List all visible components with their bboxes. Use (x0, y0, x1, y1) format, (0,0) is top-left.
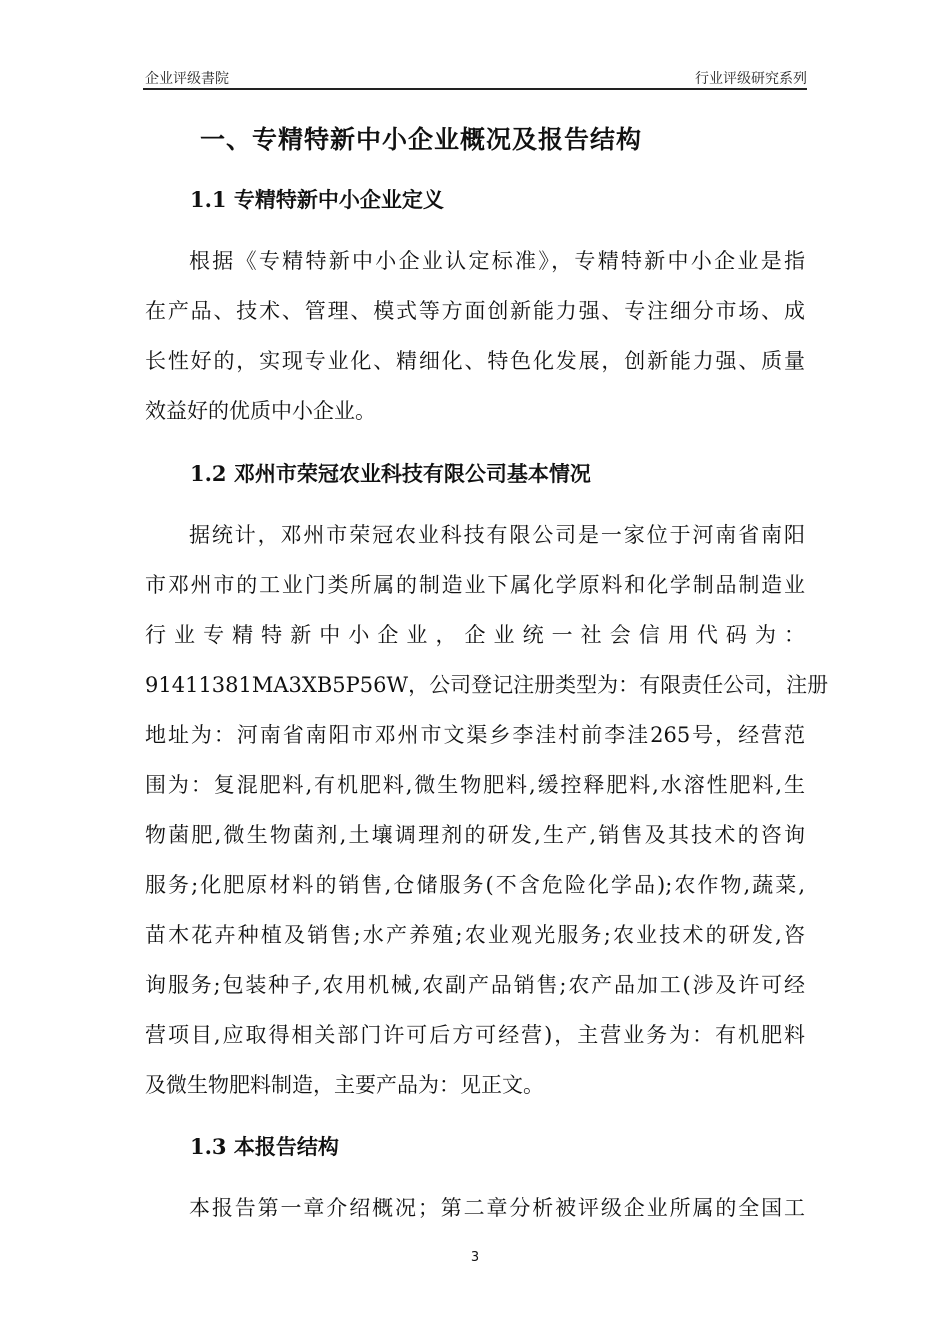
text-line: 在产品、技术、管理、模式等方面创新能力强、专注细分市场、成 (145, 299, 805, 323)
text-line: 长性好的，实现专业化、精细化、特色化发展，创新能力强、质量 (145, 349, 805, 373)
header-left: 企业评级書院 (145, 71, 229, 87)
text-line: 据统计，邓州市荣冠农业科技有限公司是一家位于河南省南阳 (189, 523, 805, 547)
section-heading-1-1: 1.1 专精特新中小企业定义 (190, 187, 444, 212)
text-line: 围为：复混肥料,有机肥料,微生物肥料,缓控释肥料,水溶性肥料,生 (145, 773, 805, 797)
text-line: 营项目,应取得相关部门许可后方可经营)，主营业务为：有机肥料 (145, 1023, 805, 1047)
text-line: 苗木花卉种植及销售;水产养殖;农业观光服务;农业技术的研发,咨 (145, 923, 805, 947)
text-line: 物菌肥,微生物菌剂,土壤调理剂的研发,生产,销售及其技术的咨询 (145, 823, 805, 847)
text-line: 91411381MA3XB5P56W，公司登记注册类型为：有限责任公司，注册 (145, 673, 829, 697)
section-1-1-paragraph (145, 236, 805, 436)
chapter-title: 一、专精特新中小企业概况及报告结构 (200, 125, 643, 154)
section-heading-1-3: 1.3 本报告结构 (190, 1134, 339, 1159)
text-line: 根据《专精特新中小企业认定标准》，专精特新中小企业是指 (189, 249, 805, 273)
text-line: 及微生物肥料制造，主要产品为：见正文。 (145, 1073, 544, 1097)
text-line: 本报告第一章介绍概况；第二章分析被评级企业所属的全国工 (189, 1196, 805, 1220)
section-1-3-paragraph (145, 1183, 805, 1233)
text-line: 市邓州市的工业门类所属的制造业下属化学原料和化学制品制造业 (145, 573, 805, 597)
page-number: 3 (470, 1250, 480, 1265)
text-line: 效益好的优质中小企业。 (145, 399, 376, 423)
header-rule (143, 88, 807, 90)
text-line: 行业专精特新中小企业，企业统一社会信用代码为： (145, 623, 805, 647)
text-line: 询服务;包装种子,农用机械,农副产品销售;农产品加工(涉及许可经 (145, 973, 805, 997)
text-line: 地址为：河南省南阳市邓州市文渠乡李洼村前李洼265号，经营范 (145, 723, 805, 747)
section-heading-1-2: 1.2 邓州市荣冠农业科技有限公司基本情况 (190, 461, 591, 486)
header-right: 行业评级研究系列 (695, 71, 807, 87)
text-line: 服务;化肥原材料的销售,仓储服务(不含危险化学品);农作物,蔬菜, (145, 873, 805, 897)
section-1-2-paragraph (145, 510, 829, 1110)
